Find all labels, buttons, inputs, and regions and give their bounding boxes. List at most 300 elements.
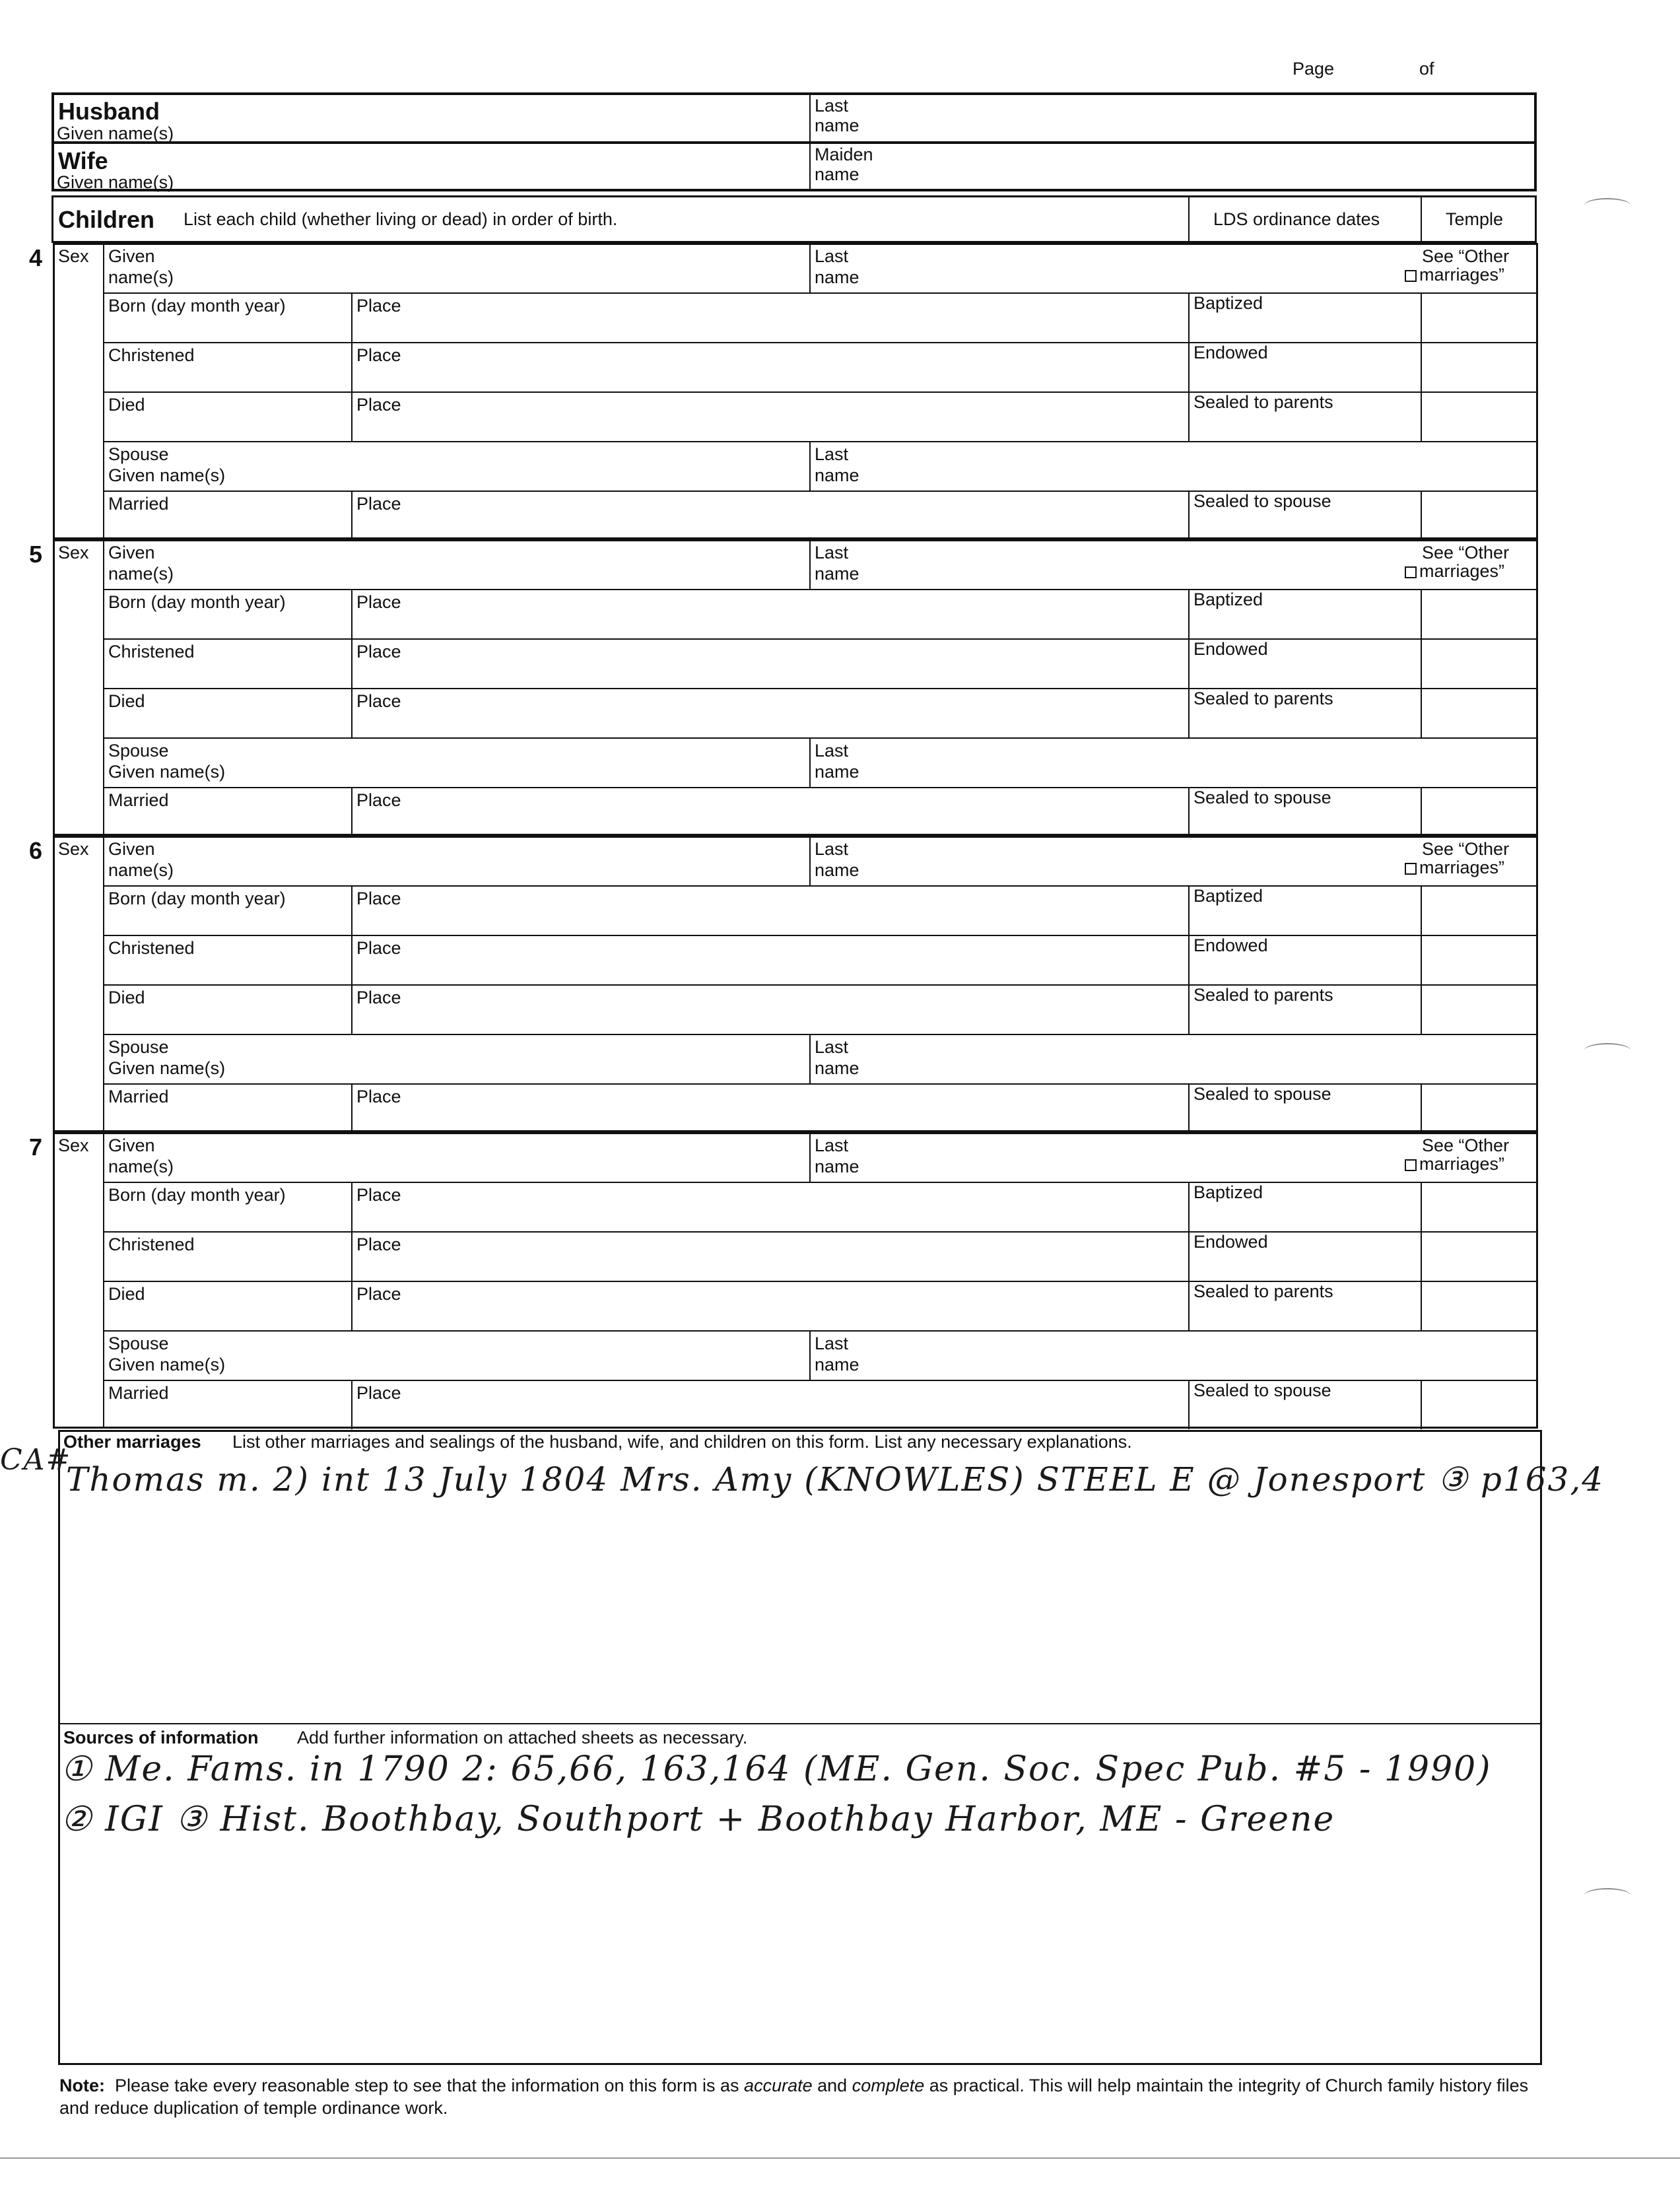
married-date-field[interactable] bbox=[107, 1108, 347, 1131]
divider bbox=[1188, 1182, 1190, 1231]
divider bbox=[351, 984, 353, 1034]
child-last-field[interactable] bbox=[871, 543, 1386, 586]
died-place-field[interactable] bbox=[356, 417, 1184, 439]
married-place-field[interactable] bbox=[356, 812, 1184, 834]
christened-date-field[interactable] bbox=[107, 663, 347, 686]
place-label: Place bbox=[356, 494, 401, 514]
child-last-field[interactable] bbox=[871, 1136, 1386, 1178]
christened-date-field[interactable] bbox=[107, 367, 347, 389]
died-label: Died bbox=[108, 1284, 145, 1304]
temple-field[interactable] bbox=[1425, 937, 1534, 982]
spouse-last-label-2: name bbox=[815, 762, 859, 782]
divider bbox=[103, 638, 1538, 640]
divider bbox=[1421, 885, 1422, 935]
divider bbox=[1421, 984, 1422, 1034]
divider bbox=[809, 441, 811, 491]
lds-ordinance-label: LDS ordinance dates bbox=[1213, 209, 1380, 229]
married-place-field[interactable] bbox=[356, 1108, 1184, 1131]
page-label: Page bbox=[1293, 59, 1335, 79]
place-label: Place bbox=[356, 592, 401, 612]
endowed-label: Endowed bbox=[1193, 1232, 1268, 1252]
child-number: 6 bbox=[29, 837, 43, 864]
spouse-given-field[interactable] bbox=[264, 741, 805, 784]
last-label: Last bbox=[815, 839, 849, 859]
see-other-line bbox=[1405, 1155, 1504, 1173]
died-label: Died bbox=[108, 691, 145, 711]
given-label: Given bbox=[108, 1135, 155, 1155]
last-label-2: name bbox=[815, 860, 859, 880]
sealed-spouse-date-field[interactable] bbox=[1192, 1106, 1417, 1131]
place-label: Place bbox=[356, 790, 401, 810]
divider bbox=[51, 141, 1537, 144]
last-label: Last bbox=[815, 1135, 849, 1155]
husband-last-field[interactable] bbox=[871, 99, 1531, 139]
place-label: Place bbox=[356, 938, 401, 958]
divider bbox=[1421, 1281, 1422, 1330]
margin-note: CA# bbox=[0, 1443, 72, 1477]
punch-hole-mark bbox=[1584, 1888, 1630, 1903]
sex-field[interactable] bbox=[57, 269, 99, 292]
other-marriages-field[interactable] bbox=[61, 1455, 1538, 1719]
divider bbox=[1188, 1380, 1190, 1429]
endowed-date-field[interactable] bbox=[1192, 957, 1417, 982]
divider bbox=[103, 589, 1538, 590]
note-text bbox=[59, 2074, 1538, 2119]
see-other-line bbox=[1405, 562, 1504, 580]
spouse-given-field[interactable] bbox=[264, 445, 805, 487]
sealed-spouse-date-field[interactable] bbox=[1192, 513, 1417, 538]
last-label: Last bbox=[815, 543, 849, 562]
divider bbox=[351, 342, 353, 391]
see-other-label: See “Other bbox=[1422, 1135, 1510, 1155]
divider bbox=[351, 391, 353, 441]
wife-title: Wife bbox=[58, 147, 108, 174]
divider bbox=[1421, 1182, 1422, 1231]
baptized-date-field[interactable] bbox=[1192, 315, 1417, 340]
endowed-date-field[interactable] bbox=[1192, 661, 1417, 686]
see-other-checkbox[interactable] bbox=[1405, 863, 1417, 875]
divider bbox=[1188, 984, 1190, 1034]
husband-last-label: Last bbox=[815, 96, 849, 116]
wife-given-label: Given name(s) bbox=[57, 172, 174, 192]
spouse-given-label: Given name(s) bbox=[108, 1058, 226, 1078]
divider bbox=[103, 342, 1538, 343]
endowed-date-field[interactable] bbox=[1192, 364, 1417, 389]
divider bbox=[351, 1182, 353, 1231]
place-label: Place bbox=[356, 642, 401, 661]
child-number: 7 bbox=[29, 1134, 43, 1161]
born-label: Born (day month year) bbox=[108, 1185, 286, 1205]
place-label: Place bbox=[356, 1284, 401, 1304]
sealed-spouse-label: Sealed to spouse bbox=[1193, 491, 1331, 511]
child-given-field[interactable] bbox=[198, 840, 805, 882]
divider bbox=[1421, 1231, 1422, 1281]
divider bbox=[1188, 935, 1190, 984]
see-other-label-2: marriages” bbox=[1419, 561, 1505, 581]
child-given-field[interactable] bbox=[198, 247, 805, 289]
divider bbox=[809, 539, 811, 589]
given-label-2: name(s) bbox=[108, 860, 174, 880]
divider bbox=[1421, 342, 1422, 391]
sealed-spouse-label: Sealed to spouse bbox=[1193, 1084, 1331, 1104]
child-given-field[interactable] bbox=[198, 543, 805, 586]
christened-date-field[interactable] bbox=[107, 1256, 347, 1279]
see-other-checkbox[interactable] bbox=[1405, 1159, 1417, 1171]
baptized-label: Baptized bbox=[1193, 293, 1263, 313]
child-last-field[interactable] bbox=[871, 840, 1386, 882]
divider bbox=[351, 589, 353, 638]
divider bbox=[1188, 688, 1190, 737]
spouse-last-label-2: name bbox=[815, 1058, 859, 1078]
spouse-last-field[interactable] bbox=[871, 1038, 1531, 1080]
christened-label: Christened bbox=[108, 345, 195, 365]
temple-field[interactable] bbox=[1425, 1382, 1534, 1427]
divider bbox=[1188, 391, 1190, 441]
sex-field[interactable] bbox=[57, 566, 99, 588]
divider bbox=[351, 885, 353, 935]
divider bbox=[103, 1034, 1538, 1035]
given-label: Given bbox=[108, 246, 155, 266]
divider bbox=[1421, 688, 1422, 737]
given-label-2: name(s) bbox=[108, 1157, 174, 1176]
divider bbox=[1421, 195, 1422, 243]
spouse-last-label: Last bbox=[815, 1037, 849, 1057]
divider bbox=[809, 1330, 811, 1380]
divider bbox=[351, 638, 353, 688]
divider bbox=[1421, 589, 1422, 638]
divider bbox=[1421, 787, 1422, 836]
see-other-line bbox=[1405, 265, 1504, 284]
born-date-field[interactable] bbox=[107, 614, 347, 636]
divider bbox=[809, 243, 811, 292]
divider bbox=[1188, 292, 1190, 342]
married-label: Married bbox=[108, 1383, 169, 1403]
sealed-spouse-date-field[interactable] bbox=[1192, 809, 1417, 834]
divider bbox=[103, 441, 1538, 442]
place-label: Place bbox=[356, 345, 401, 365]
child-given-field[interactable] bbox=[198, 1136, 805, 1178]
spouse-label: Spouse bbox=[108, 1334, 169, 1353]
christened-place-field[interactable] bbox=[356, 367, 1184, 389]
child-last-field[interactable] bbox=[871, 247, 1386, 289]
child-number: 4 bbox=[29, 244, 43, 271]
temple-field[interactable] bbox=[1425, 493, 1534, 538]
divider bbox=[1188, 195, 1190, 243]
divider bbox=[1188, 1231, 1190, 1281]
sealed-parents-label: Sealed to parents bbox=[1193, 392, 1333, 412]
spouse-label: Spouse bbox=[108, 1037, 169, 1057]
married-label: Married bbox=[108, 494, 169, 514]
divider bbox=[1188, 638, 1190, 688]
divider bbox=[1421, 638, 1422, 688]
place-label: Place bbox=[356, 1185, 401, 1205]
born-label: Born (day month year) bbox=[108, 592, 286, 612]
married-date-field[interactable] bbox=[107, 516, 347, 538]
sources-instruction: Add further information on attached sheets as necessary. bbox=[297, 1728, 748, 1747]
sealed-parents-label: Sealed to parents bbox=[1193, 985, 1333, 1005]
married-date-field[interactable] bbox=[107, 1405, 347, 1427]
divider bbox=[351, 1083, 353, 1133]
temple-field[interactable] bbox=[1425, 790, 1534, 834]
place-label: Place bbox=[356, 1235, 401, 1254]
spouse-last-label: Last bbox=[815, 1334, 849, 1353]
endowed-label: Endowed bbox=[1193, 343, 1268, 362]
married-place-field[interactable] bbox=[356, 516, 1184, 538]
born-date-field[interactable] bbox=[107, 910, 347, 933]
sealed-spouse-date-field[interactable] bbox=[1192, 1402, 1417, 1427]
temple-field[interactable] bbox=[1425, 1184, 1534, 1229]
baptized-date-field[interactable] bbox=[1192, 908, 1417, 933]
sealed-parents-date-field[interactable] bbox=[1192, 1303, 1417, 1328]
divider bbox=[1421, 391, 1422, 441]
divider bbox=[351, 1281, 353, 1330]
wife-maiden-field[interactable] bbox=[871, 147, 1531, 187]
divider bbox=[809, 737, 811, 787]
born-date-field[interactable] bbox=[107, 1207, 347, 1229]
christened-label: Christened bbox=[108, 1235, 195, 1254]
divider bbox=[351, 1231, 353, 1281]
temple-field[interactable] bbox=[1425, 987, 1534, 1032]
spouse-last-label-2: name bbox=[815, 1355, 859, 1374]
husband-title: Husband bbox=[58, 98, 160, 125]
divider bbox=[351, 491, 353, 540]
divider bbox=[1421, 491, 1422, 540]
wife-maiden-label-2: name bbox=[815, 164, 859, 184]
temple-field[interactable] bbox=[1425, 295, 1534, 340]
divider bbox=[809, 1132, 811, 1182]
other-marriages-handwriting: Thomas m. 2) int 13 July 1804 Mrs. Amy (KNOWLES) STEEL E @ Jonesport ③ p163,4 bbox=[66, 1460, 1605, 1499]
husband-given-label: Given name(s) bbox=[57, 123, 174, 143]
divider bbox=[103, 737, 1538, 739]
sealed-parents-date-field[interactable] bbox=[1192, 414, 1417, 439]
place-label: Place bbox=[356, 395, 401, 415]
husband-last-label-2: name bbox=[815, 116, 859, 135]
born-label: Born (day month year) bbox=[108, 889, 286, 908]
place-label: Place bbox=[356, 1383, 401, 1403]
sex-label: Sex bbox=[58, 246, 89, 266]
divider bbox=[1188, 787, 1190, 836]
place-label: Place bbox=[356, 691, 401, 711]
divider bbox=[351, 1380, 353, 1429]
born-label: Born (day month year) bbox=[108, 296, 286, 316]
spouse-given-label: Given name(s) bbox=[108, 1355, 226, 1374]
see-other-checkbox[interactable] bbox=[1405, 566, 1417, 578]
see-other-label-2: marriages” bbox=[1419, 1154, 1505, 1174]
sources-field[interactable] bbox=[61, 1749, 1538, 2060]
died-date-field[interactable] bbox=[107, 417, 347, 439]
married-date-field[interactable] bbox=[107, 812, 347, 834]
died-date-field[interactable] bbox=[107, 1306, 347, 1328]
sources-handwriting-1: ① Me. Fams. in 1790 2: 65,66, 163,164 (ME. Gen. Soc. Spec Pub. #5 - 1990) bbox=[61, 1749, 1492, 1789]
died-label: Died bbox=[108, 395, 145, 415]
endowed-date-field[interactable] bbox=[1192, 1254, 1417, 1279]
endowed-label: Endowed bbox=[1193, 935, 1268, 955]
spouse-label: Spouse bbox=[108, 741, 169, 761]
sealed-spouse-label: Sealed to spouse bbox=[1193, 1380, 1331, 1400]
temple-field[interactable] bbox=[1425, 641, 1534, 686]
sex-field[interactable] bbox=[57, 1159, 99, 1181]
divider bbox=[809, 1034, 811, 1083]
divider bbox=[351, 935, 353, 984]
baptized-date-field[interactable] bbox=[1192, 1204, 1417, 1229]
baptized-date-field[interactable] bbox=[1192, 611, 1417, 636]
divider bbox=[1188, 491, 1190, 540]
scan-edge-line bbox=[0, 2157, 1680, 2159]
spouse-label: Spouse bbox=[108, 444, 169, 464]
wife-given-field[interactable] bbox=[238, 147, 805, 187]
note-and: and bbox=[817, 2076, 848, 2095]
temple-field[interactable] bbox=[1425, 1283, 1534, 1328]
temple-label: Temple bbox=[1446, 209, 1504, 229]
divider bbox=[58, 1723, 1542, 1724]
last-label: Last bbox=[815, 246, 849, 266]
note-text-1: Please take every reasonable step to see that the information on this form is as bbox=[115, 2076, 739, 2095]
divider bbox=[103, 1182, 1538, 1183]
died-date-field[interactable] bbox=[107, 1009, 347, 1032]
spouse-last-label: Last bbox=[815, 741, 849, 761]
divider bbox=[103, 935, 1538, 936]
divider bbox=[1421, 1380, 1422, 1429]
sealed-parents-date-field[interactable] bbox=[1192, 710, 1417, 735]
temple-field[interactable] bbox=[1425, 691, 1534, 735]
temple-field[interactable] bbox=[1425, 1234, 1534, 1279]
wife-maiden-label: Maiden bbox=[815, 145, 873, 164]
given-label: Given bbox=[108, 543, 155, 562]
last-label-2: name bbox=[815, 564, 859, 584]
sex-label: Sex bbox=[58, 543, 89, 562]
divider bbox=[103, 885, 1538, 887]
temple-field[interactable] bbox=[1425, 345, 1534, 389]
spouse-last-field[interactable] bbox=[871, 1334, 1531, 1376]
endowed-label: Endowed bbox=[1193, 639, 1268, 659]
born-place-field[interactable] bbox=[356, 614, 1184, 636]
sealed-parents-label: Sealed to parents bbox=[1193, 1281, 1333, 1301]
divider bbox=[1188, 589, 1190, 638]
temple-field[interactable] bbox=[1425, 1086, 1534, 1131]
children-instruction: List each child (whether living or dead) in order of birth. bbox=[184, 209, 618, 229]
spouse-last-field[interactable] bbox=[871, 445, 1531, 487]
sealed-spouse-label: Sealed to spouse bbox=[1193, 788, 1331, 807]
place-label: Place bbox=[356, 889, 401, 908]
place-label: Place bbox=[356, 296, 401, 316]
place-label: Place bbox=[356, 1087, 401, 1106]
born-place-field[interactable] bbox=[356, 1207, 1184, 1229]
divider bbox=[351, 292, 353, 342]
of-label: of bbox=[1419, 59, 1434, 79]
died-date-field[interactable] bbox=[107, 713, 347, 735]
divider bbox=[103, 1231, 1538, 1233]
given-label-2: name(s) bbox=[108, 564, 174, 584]
died-label: Died bbox=[108, 988, 145, 1007]
see-other-checkbox[interactable] bbox=[1405, 270, 1417, 282]
sex-label: Sex bbox=[58, 1135, 89, 1155]
baptized-label: Baptized bbox=[1193, 590, 1263, 609]
children-title: Children bbox=[58, 206, 155, 233]
see-other-label-2: marriages” bbox=[1419, 265, 1505, 285]
spouse-given-label: Given name(s) bbox=[108, 465, 226, 485]
divider bbox=[1421, 292, 1422, 342]
spouse-last-field[interactable] bbox=[871, 741, 1531, 784]
christened-label: Christened bbox=[108, 642, 195, 661]
married-label: Married bbox=[108, 790, 169, 810]
sex-label: Sex bbox=[58, 839, 89, 859]
divider bbox=[103, 292, 1538, 294]
divider bbox=[809, 836, 811, 885]
temple-field[interactable] bbox=[1425, 592, 1534, 636]
see-other-label: See “Other bbox=[1422, 543, 1510, 562]
spouse-last-label: Last bbox=[815, 444, 849, 464]
child-number: 5 bbox=[29, 541, 43, 568]
christened-place-field[interactable] bbox=[356, 663, 1184, 686]
divider bbox=[1421, 935, 1422, 984]
temple-field[interactable] bbox=[1425, 888, 1534, 933]
punch-hole-mark bbox=[1584, 198, 1630, 213]
married-place-field[interactable] bbox=[356, 1405, 1184, 1427]
christened-place-field[interactable] bbox=[356, 1256, 1184, 1279]
note-complete: complete bbox=[852, 2076, 925, 2095]
place-label: Place bbox=[356, 988, 401, 1007]
see-other-label: See “Other bbox=[1422, 246, 1510, 266]
other-marriages-title: Other marriages bbox=[63, 1432, 201, 1452]
given-label: Given bbox=[108, 839, 155, 859]
divider bbox=[1188, 1083, 1190, 1133]
note-text-2: as practical. This will help maintain the integrity of Church family history files and reduce duplication of temple ordinance work. bbox=[59, 2076, 1529, 2118]
husband-given-field[interactable] bbox=[238, 99, 805, 139]
sources-handwriting-2: ② IGI ③ Hist. Boothbay, Southport + Boothbay Harbor, ME - Greene bbox=[61, 1800, 1335, 1839]
divider bbox=[1188, 342, 1190, 391]
baptized-label: Baptized bbox=[1193, 1182, 1263, 1202]
punch-hole-mark bbox=[1584, 1043, 1630, 1058]
spouse-given-label: Given name(s) bbox=[108, 762, 226, 782]
sealed-parents-label: Sealed to parents bbox=[1193, 689, 1333, 708]
spouse-given-field[interactable] bbox=[264, 1038, 805, 1080]
sealed-parents-date-field[interactable] bbox=[1192, 1007, 1417, 1032]
died-place-field[interactable] bbox=[356, 1306, 1184, 1328]
christened-date-field[interactable] bbox=[107, 960, 347, 982]
see-other-label-2: marriages” bbox=[1419, 858, 1505, 877]
baptized-label: Baptized bbox=[1193, 886, 1263, 906]
other-marriages-instruction: List other marriages and sealings of the husband, wife, and children on this form. List any necessary explanations. bbox=[232, 1432, 1132, 1452]
born-date-field[interactable] bbox=[107, 318, 347, 340]
christened-label: Christened bbox=[108, 938, 195, 958]
divider bbox=[1188, 885, 1190, 935]
see-other-line bbox=[1405, 858, 1504, 877]
see-other-label: See “Other bbox=[1422, 839, 1510, 859]
divider bbox=[1188, 1281, 1190, 1330]
divider bbox=[809, 92, 811, 191]
note-accurate: accurate bbox=[744, 2076, 813, 2095]
born-place-field[interactable] bbox=[356, 318, 1184, 340]
married-label: Married bbox=[108, 1087, 169, 1106]
sources-title: Sources of information bbox=[63, 1728, 259, 1747]
spouse-given-field[interactable] bbox=[264, 1334, 805, 1376]
temple-field[interactable] bbox=[1425, 394, 1534, 439]
given-label-2: name(s) bbox=[108, 267, 174, 287]
died-place-field[interactable] bbox=[356, 1009, 1184, 1032]
last-label-2: name bbox=[815, 267, 859, 287]
spouse-last-label-2: name bbox=[815, 465, 859, 485]
christened-place-field[interactable] bbox=[356, 960, 1184, 982]
sex-field[interactable] bbox=[57, 862, 99, 885]
divider bbox=[103, 1330, 1538, 1332]
born-place-field[interactable] bbox=[356, 910, 1184, 933]
divider bbox=[351, 787, 353, 836]
last-label-2: name bbox=[815, 1157, 859, 1176]
divider bbox=[351, 688, 353, 737]
died-place-field[interactable] bbox=[356, 713, 1184, 735]
note-label: Note: bbox=[59, 2076, 105, 2095]
divider bbox=[1421, 1083, 1422, 1133]
